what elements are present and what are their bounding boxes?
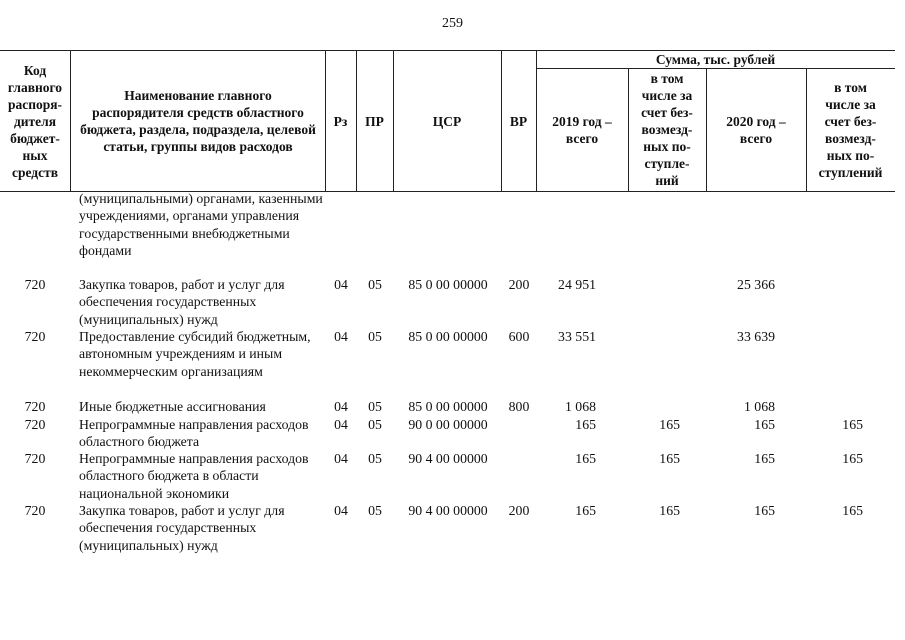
cell-2019-bezvozm: 165 — [659, 503, 680, 518]
cell-2020-bezvozm: 165 — [842, 503, 863, 518]
cell-vr: 200 — [508, 503, 530, 518]
header-2020-total: 2020 год – всего — [726, 113, 786, 146]
cell-csr: 90 4 00 00000 — [408, 451, 488, 466]
table-body — [0, 190, 905, 554]
table-row — [0, 190, 905, 276]
cell-csr: 90 4 00 00000 — [408, 503, 488, 518]
header-name: Наименование главного распорядителя средств областного бюджета, раздела, подраздела, целевой статьи, группы видов расходов — [80, 88, 316, 154]
cell-2020-bezvozm: 165 — [842, 451, 863, 466]
cell-2020-total: 25 366 — [737, 277, 775, 292]
header-2019-bezvozm: в том числе за счет без- возмезд- ных по- ступле- ний — [641, 71, 693, 188]
cell-pr: 05 — [368, 277, 382, 292]
header-csr: ЦСР — [432, 113, 462, 129]
cell-2019-total: 165 — [575, 503, 596, 518]
cell-name: Закупка товаров, работ и услуг для обеспечения государственных (муниципальных) нужд — [79, 503, 285, 553]
cell-rz: 04 — [334, 277, 348, 292]
page-number: 259 — [442, 16, 463, 31]
cell-csr: 85 0 00 00000 — [408, 329, 488, 344]
cell-2020-total: 1 068 — [743, 399, 775, 414]
cell-2019-total: 165 — [575, 417, 596, 432]
cell-kod: 720 — [24, 329, 46, 344]
cell-kod: 720 — [24, 503, 46, 518]
cell-2020-total: 165 — [754, 451, 775, 466]
cell-2019-total: 24 951 — [558, 277, 596, 292]
table-row — [0, 328, 905, 398]
cell-csr: 90 0 00 00000 — [408, 417, 488, 432]
header-vr: ВР — [509, 113, 528, 129]
cell-2019-bezvozm: 165 — [659, 451, 680, 466]
cell-csr: 85 0 00 00000 — [408, 277, 488, 292]
cell-pr: 05 — [368, 503, 382, 518]
cell-kod: 720 — [24, 399, 46, 414]
cell-name: Непрограммные направления расходов областного бюджета — [79, 417, 309, 450]
cell-2019-total: 1 068 — [564, 399, 596, 414]
table-row — [0, 450, 905, 502]
cell-2019-total: 165 — [575, 451, 596, 466]
cell-rz: 04 — [334, 451, 348, 466]
cell-kod: 720 — [24, 277, 46, 292]
cell-name: Иные бюджетные ассигнования — [79, 399, 266, 414]
header-2019-total: 2019 год – всего — [552, 113, 612, 146]
cell-name: (муниципальными) органами, казенными учреждениями, органами управления государственными внебюджетными фондами — [79, 191, 323, 258]
header-pr: ПР — [365, 113, 384, 129]
cell-rz: 04 — [334, 417, 348, 432]
cell-pr: 05 — [368, 417, 382, 432]
cell-kod: 720 — [24, 417, 46, 432]
header-summa: Сумма, тыс. рублей — [655, 52, 776, 67]
column-divider — [70, 51, 71, 191]
cell-kod: 720 — [24, 451, 46, 466]
cell-csr: 85 0 00 00000 — [408, 399, 488, 414]
table-row — [0, 276, 905, 328]
cell-2020-total: 33 639 — [737, 329, 775, 344]
cell-vr: 600 — [508, 329, 530, 344]
cell-rz: 04 — [334, 329, 348, 344]
cell-name: Закупка товаров, работ и услуг для обеспечения государственных (муниципальных) нужд — [79, 277, 285, 327]
cell-rz: 04 — [334, 399, 348, 414]
header-2020-bezvozm: в том числе за счет без- возмезд- ных по- ступлений — [818, 79, 883, 180]
cell-name: Предоставление субсидий бюджетным, автономным учреждениям и иным некоммерческим организациям — [79, 329, 311, 379]
cell-pr: 05 — [368, 399, 382, 414]
cell-rz: 04 — [334, 503, 348, 518]
table-row — [0, 416, 905, 450]
table-header — [0, 50, 895, 192]
cell-vr: 800 — [508, 399, 530, 414]
cell-2020-bezvozm: 165 — [842, 417, 863, 432]
header-rz: Рз — [333, 113, 348, 129]
cell-pr: 05 — [368, 451, 382, 466]
cell-2020-total: 165 — [754, 417, 775, 432]
cell-2020-total: 165 — [754, 503, 775, 518]
cell-pr: 05 — [368, 329, 382, 344]
cell-name: Непрограммные направления расходов областного бюджета в области национальной экономики — [79, 451, 309, 501]
header-kod: Код главного распоря- дителя бюджет- ных средств — [7, 62, 63, 180]
cell-2019-bezvozm: 165 — [659, 417, 680, 432]
table-row — [0, 502, 905, 554]
cell-vr: 200 — [508, 277, 530, 292]
cell-2019-total: 33 551 — [558, 329, 596, 344]
table-row — [0, 398, 905, 416]
